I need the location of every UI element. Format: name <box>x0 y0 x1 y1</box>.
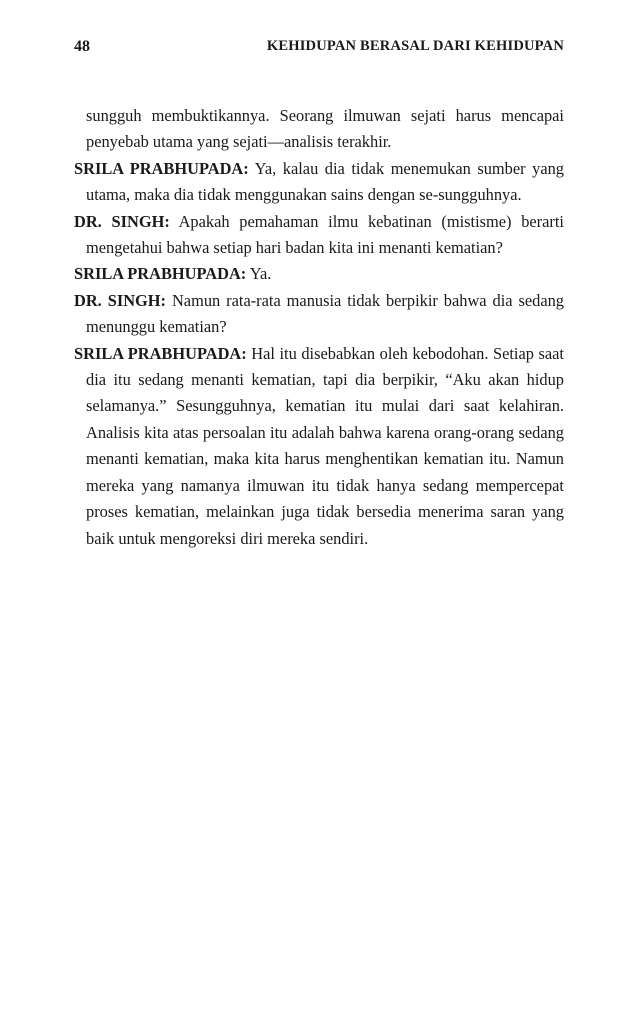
dialogue-paragraph <box>74 341 564 552</box>
dialogue-text: Apakah pemahaman ilmu kebatinan (mistisme) berarti mengetahui bahwa setiap hari badan kita ini menanti kematian? <box>86 211 564 258</box>
speaker-name: DR. SINGH: <box>74 211 170 231</box>
page-number: 48 <box>74 38 90 55</box>
speaker-name: DR. SINGH: <box>74 290 167 310</box>
page-body <box>74 103 564 552</box>
dialogue-paragraph <box>74 288 564 341</box>
dialogue-text: Ya. <box>249 264 272 284</box>
paragraph <box>74 103 564 156</box>
dialogue-text: Hal itu disebabkan oleh kebodohan. Setiap saat dia itu sedang menanti kematian, tapi dia berpikir, “Aku akan hidup selamanya.” Sesungguhnya, kematian itu mulai dari saat kelahiran. Analisis kita atas persoalan itu adalah bahwa karena orang-orang sedang menanti kematian, maka kita harus menghentikan kematian itu. Namun mereka yang namanya ilmuwan itu tidak hanya sedang mempercepat proses kematian, melainkan juga tidak bersedia menerima saran yang baik untuk mengoreksi diri mereka sendiri. <box>86 343 564 548</box>
speaker-name: SRILA PRABHUPADA: <box>74 343 247 363</box>
dialogue-text: Ya, kalau dia tidak menemukan sumber yang utama, maka dia tidak menggunakan sains dengan se-sungguhnya. <box>86 158 564 205</box>
dialogue-text: Namun rata-rata manusia tidak berpikir bahwa dia sedang menunggu kematian? <box>86 290 564 337</box>
dialogue-paragraph <box>74 261 564 287</box>
dialogue-paragraph <box>74 156 564 209</box>
running-head: KEHIDUPAN BERASAL DARI KEHIDUPAN <box>266 38 564 54</box>
paragraph-text: sungguh membuktikannya. Seorang ilmuwan sejati harus mencapai penyebab utama yang sejati—analisis terakhir. <box>86 106 564 152</box>
speaker-name: SRILA PRABHUPADA: <box>74 264 247 284</box>
speaker-name: SRILA PRABHUPADA: <box>74 158 249 178</box>
dialogue-paragraph <box>74 209 564 262</box>
page-header <box>74 38 564 62</box>
